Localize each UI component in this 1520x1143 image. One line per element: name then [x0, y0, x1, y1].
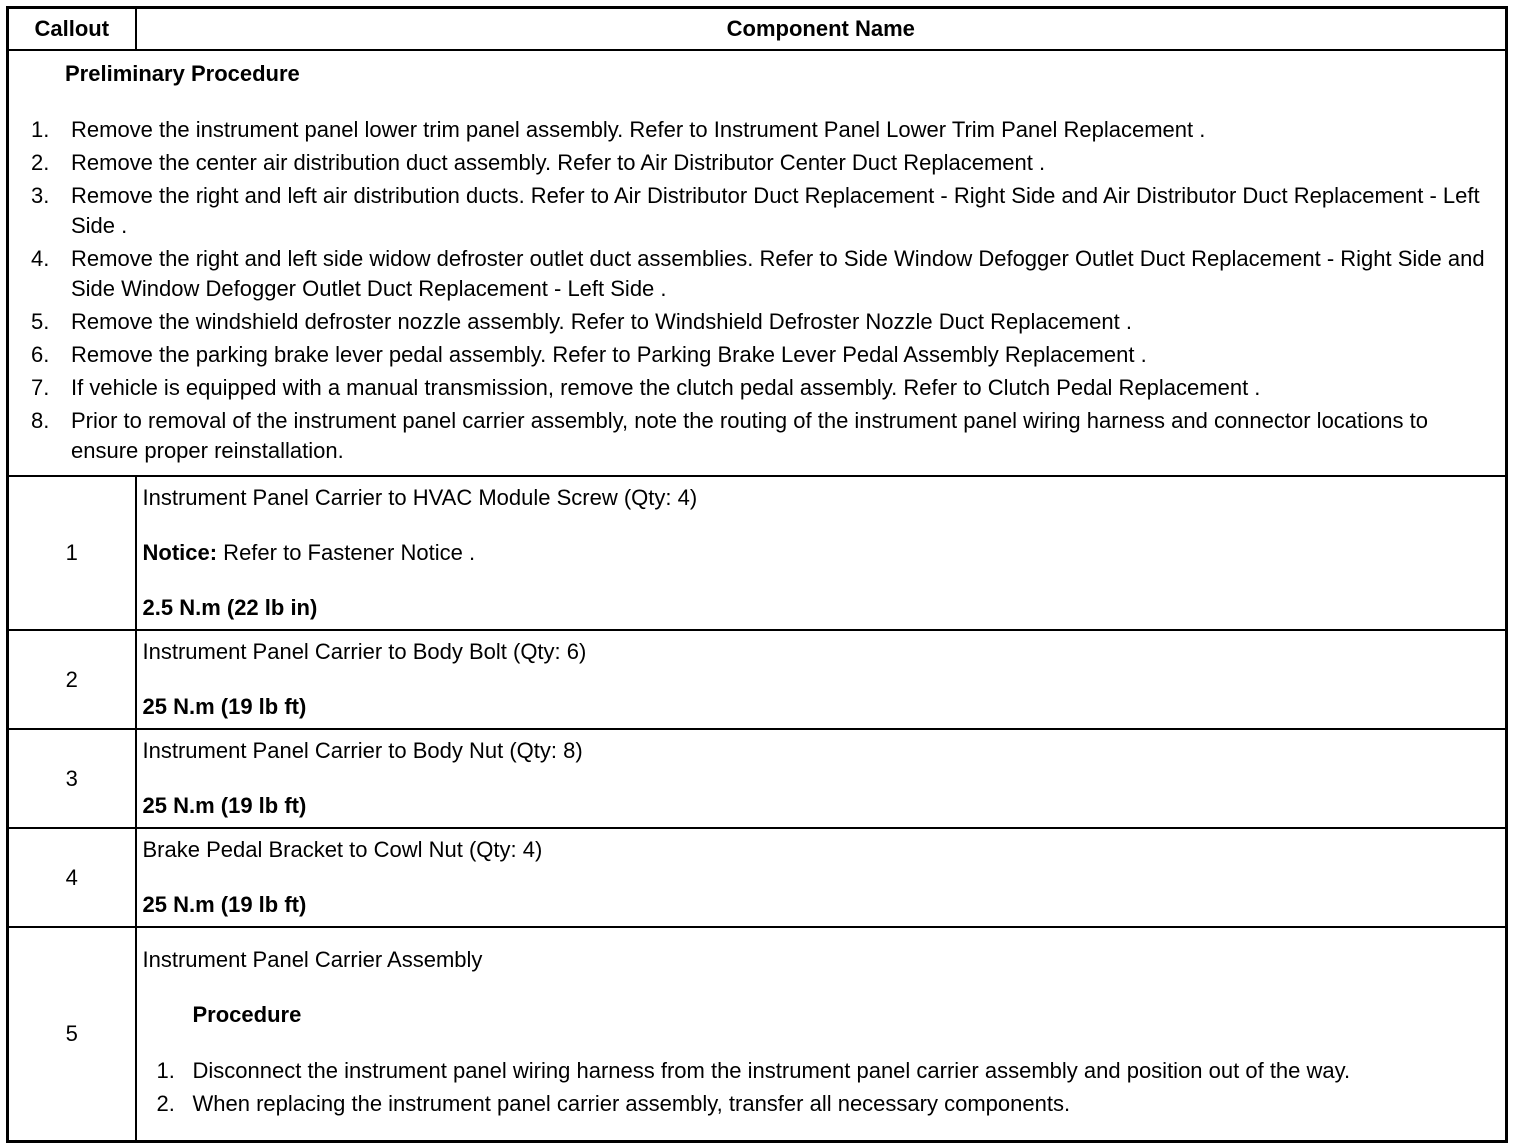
- component-cell: [136, 729, 1507, 828]
- table-row: [8, 828, 1507, 927]
- step-number: 2.: [156, 1091, 175, 1117]
- list-item: [15, 307, 1497, 337]
- notice-label: Notice:: [142, 540, 218, 565]
- preliminary-title: Preliminary Procedure: [65, 61, 300, 86]
- step-text: If vehicle is equipped with a manual transmission, remove the clutch pedal assembly. Refer to Clutch Pedal Replacement .: [71, 375, 1261, 400]
- callout-number: 1: [8, 476, 136, 630]
- header-callout: Callout: [8, 8, 136, 51]
- procedure-title: Procedure: [192, 1002, 302, 1028]
- step-number: 1.: [156, 1058, 175, 1084]
- table-row: [8, 927, 1507, 1141]
- list-item: [15, 115, 1497, 145]
- step-text: Prior to removal of the instrument panel carrier assembly, note the routing of the instrument panel wiring harness and connector locations to ensure proper reinstallation.: [71, 408, 1428, 463]
- callout-number: 2: [8, 630, 136, 729]
- list-item: [15, 340, 1497, 370]
- notice: [143, 538, 1500, 568]
- component-cell: [136, 828, 1507, 927]
- step-number: 4.: [31, 246, 50, 271]
- component-name: Instrument Panel Carrier to HVAC Module Screw (Qty: 4): [142, 485, 698, 510]
- step-text: Remove the instrument panel lower trim panel assembly. Refer to Instrument Panel Lower Trim Panel Replacement .: [71, 117, 1206, 142]
- step-number: 1.: [31, 117, 50, 142]
- component-table: [6, 6, 1508, 1143]
- preliminary-steps: [15, 115, 1497, 466]
- preliminary-row: [8, 50, 1507, 476]
- callout-number: 4: [8, 828, 136, 927]
- component-cell: [136, 476, 1507, 630]
- step-number: 6.: [31, 342, 50, 367]
- table-row: [8, 630, 1507, 729]
- component-cell: [136, 927, 1507, 1141]
- step-text: Disconnect the instrument panel wiring harness from the instrument panel carrier assembly and position out of the way.: [192, 1058, 1351, 1084]
- table-header-row: [8, 8, 1507, 51]
- callout-number: 5: [8, 927, 136, 1141]
- notice-text: Refer to Fastener Notice .: [217, 540, 476, 565]
- component-name: Instrument Panel Carrier to Body Nut (Qty: 8): [142, 738, 583, 763]
- list-item: [15, 148, 1497, 178]
- torque-spec: 2.5 N.m (22 lb in): [142, 595, 318, 620]
- list-item: [15, 181, 1497, 241]
- procedure-steps: [143, 1056, 1500, 1119]
- header-component-name: Component Name: [136, 8, 1507, 51]
- step-number: 3.: [31, 183, 50, 208]
- step-number: 7.: [31, 375, 50, 400]
- component-name: Instrument Panel Carrier Assembly: [142, 947, 483, 973]
- list-item: [143, 1056, 1500, 1086]
- list-item: [15, 244, 1497, 304]
- step-number: 5.: [31, 309, 50, 334]
- step-number: 2.: [31, 150, 50, 175]
- step-text: Remove the right and left air distribution ducts. Refer to Air Distributor Duct Replacement - Right Side and Air Distributor Duct Replacement - Left Side .: [71, 183, 1480, 238]
- table-row: [8, 729, 1507, 828]
- step-text: Remove the windshield defroster nozzle assembly. Refer to Windshield Defroster Nozzle Duct Replacement .: [71, 309, 1132, 334]
- component-name: Instrument Panel Carrier to Body Bolt (Qty: 6): [142, 639, 587, 664]
- preliminary-cell: [8, 50, 1507, 476]
- component-cell: [136, 630, 1507, 729]
- component-name: Brake Pedal Bracket to Cowl Nut (Qty: 4): [142, 837, 543, 862]
- step-text: Remove the right and left side widow defroster outlet duct assemblies. Refer to Side Window Defogger Outlet Duct Replacement - Right Side and Side Window Defogger Outlet Duct Replacement - Left Side .: [71, 246, 1485, 301]
- step-text: Remove the parking brake lever pedal assembly. Refer to Parking Brake Lever Pedal Assembly Replacement .: [71, 342, 1147, 367]
- torque-spec: 25 N.m (19 lb ft): [142, 793, 307, 818]
- step-text: When replacing the instrument panel carrier assembly, transfer all necessary components.: [192, 1091, 1071, 1117]
- list-item: [143, 1089, 1500, 1119]
- torque-spec: 25 N.m (19 lb ft): [142, 694, 307, 719]
- list-item: [15, 373, 1497, 403]
- torque-spec: 25 N.m (19 lb ft): [142, 892, 307, 917]
- list-item: [15, 406, 1497, 466]
- step-number: 8.: [31, 408, 50, 433]
- callout-number: 3: [8, 729, 136, 828]
- step-text: Remove the center air distribution duct assembly. Refer to Air Distributor Center Duct Replacement .: [71, 150, 1046, 175]
- table-row: [8, 476, 1507, 630]
